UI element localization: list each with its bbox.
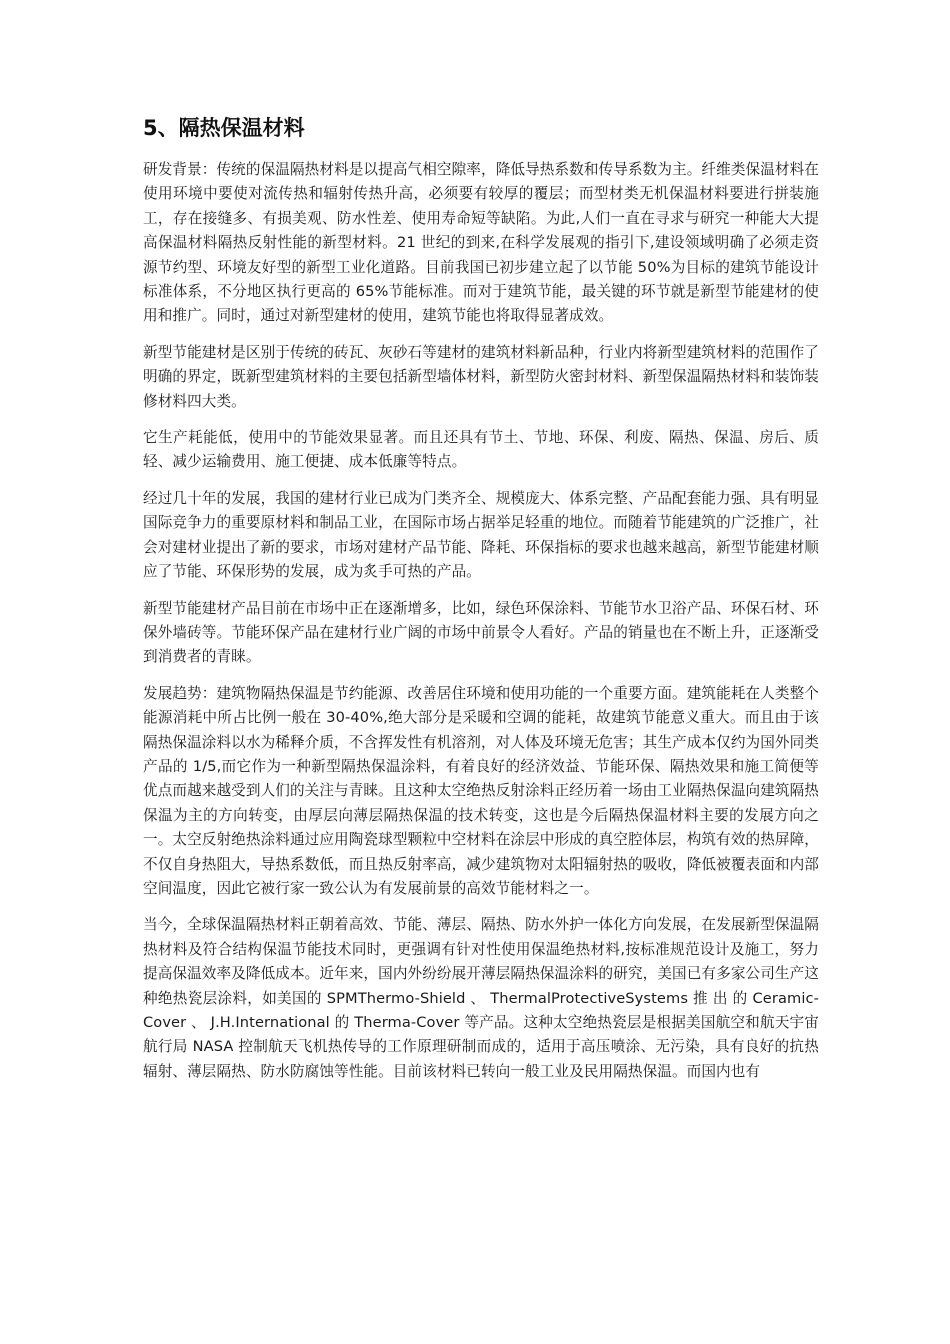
- paragraph-industry-development: 经过几十年的发展，我国的建材行业已成为门类齐全、规模庞大、体系完整、产品配套能力强、具有明显国际竞争力的重要原材料和制品工业，在国际市场占据举足轻重的地位。而随着节能建筑的广泛推广，社会对建材业提出了新的要求，市场对建材产品节能、降耗、环保指标的要求也越来越高，新型节能建材顺应了节能、环保形势的发展，成为炙手可热的产品。: [143, 489, 819, 581]
- section-heading: 5、隔热保温材料: [143, 116, 305, 140]
- paragraph-features: 它生产耗能低，使用中的节能效果显著。而且还具有节土、节地、环保、利废、隔热、保温、房后、质轻、减少运输费用、施工便捷、成本低廉等特点。: [143, 429, 819, 471]
- paragraph-research-background: 研发背景：传统的保温隔热材料是以提高气相空隙率，降低导热系数和传导系数为主。纤维类保温材料在使用环境中要使对流传热和辐射传热升高，必须要有较厚的覆层；而型材类无机保温材料要进行拼装施工，存在接缝多、有损美观、防水性差、使用寿命短等缺陷。为此,人们一直在寻求与研究一种能大大提高保温材料隔热反射性能的新型材料。21 世纪的到来,在科学发展观的指引下,建设领域明确了必须走资源节约型、环境友好型的新型工业化道路。目前我国已初步建立起了以节能 50%为目标的建筑节能设计标准体系，不分地区执行更高的 65%节能标准。而对于建筑节能，最关键的环节就是新型节能建材的使用和推广。同时，通过对新型建材的使用，建筑节能也将取得显著成效。: [143, 161, 819, 325]
- paragraph-market-products: 新型节能建材产品目前在市场中正在逐渐增多，比如，绿色环保涂料、节能节水卫浴产品、环保石材、环保外墙砖等。节能环保产品在建材行业广阔的市场中前景令人看好。产品的销量也在不断上升，正逐渐受到消费者的青睐。: [143, 599, 819, 666]
- paragraph-development-trend: 发展趋势：建筑物隔热保温是节约能源、改善居住环境和使用功能的一个重要方面。建筑能耗在人类整个能源消耗中所占比例一般在 30-40%,绝大部分是采暖和空调的能耗，故建筑节能意义重大。而且由于该隔热保温涂料以水为稀释介质，不含挥发性有机溶剂，对人体及环境无危害；其生产成本仅约为国外同类产品的 1/5,而它作为一种新型隔热保温涂料，有着良好的经济效益、节能环保、隔热效果和施工简便等优点而越来越受到人们的关注与青睐。且这种太空绝热反射涂料正经历着一场由工业隔热保温向建筑隔热保温为主的方向转变，由厚层向薄层隔热保温的技术转变，这也是今后隔热保温材料主要的发展方向之一。太空反射绝热涂料通过应用陶瓷球型颗粒中空材料在涂层中形成的真空腔体层，构筑有效的热屏障，不仅自身热阻大，导热系数低，而且热反射率高，减少建筑物对太阳辐射热的吸收，降低被覆表面和内部空间温度，因此它被行家一致公认为有发展前景的高效节能材料之一。: [143, 684, 819, 897]
- paragraph-new-materials-definition: 新型节能建材是区别于传统的砖瓦、灰砂石等建材的建筑材料新品种，行业内将新型建筑材料的范围作了明确的界定，既新型建筑材料的主要包括新型墙体材料，新型防火密封材料、新型保温隔热材料和装饰装修材料四大类。: [143, 343, 819, 410]
- paragraph-global-trend: 当今，全球保温隔热材料正朝着高效、节能、薄层、隔热、防水外护一体化方向发展，在发展新型保温隔热材料及符合结构保温节能技术同时，更强调有针对性使用保温绝热材料,按标准规范设计及施工，努力提高保温效率及降低成本。近年来，国内外纷纷展开薄层隔热保温涂料的研究，美国已有多家公司生产这种绝热瓷层涂料，如美国的 SPMThermo-Shield 、 ThermalProtectiveSystems 推 出 的 Ceramic-Cover 、 J.H.International 的 Therma-Cover 等产品。这种太空绝热瓷层是根据美国航空和航天宇宙航行局 NASA 控制航天飞机热传导的工作原理研制而成的，适用于高压喷涂、无污染，具有良好的抗热辐射、薄层隔热、防水防腐蚀等性能。目前该材料已转向一般工业及民用隔热保温。而国内也有: [143, 916, 819, 1080]
- document-body: [143, 112, 819, 1096]
